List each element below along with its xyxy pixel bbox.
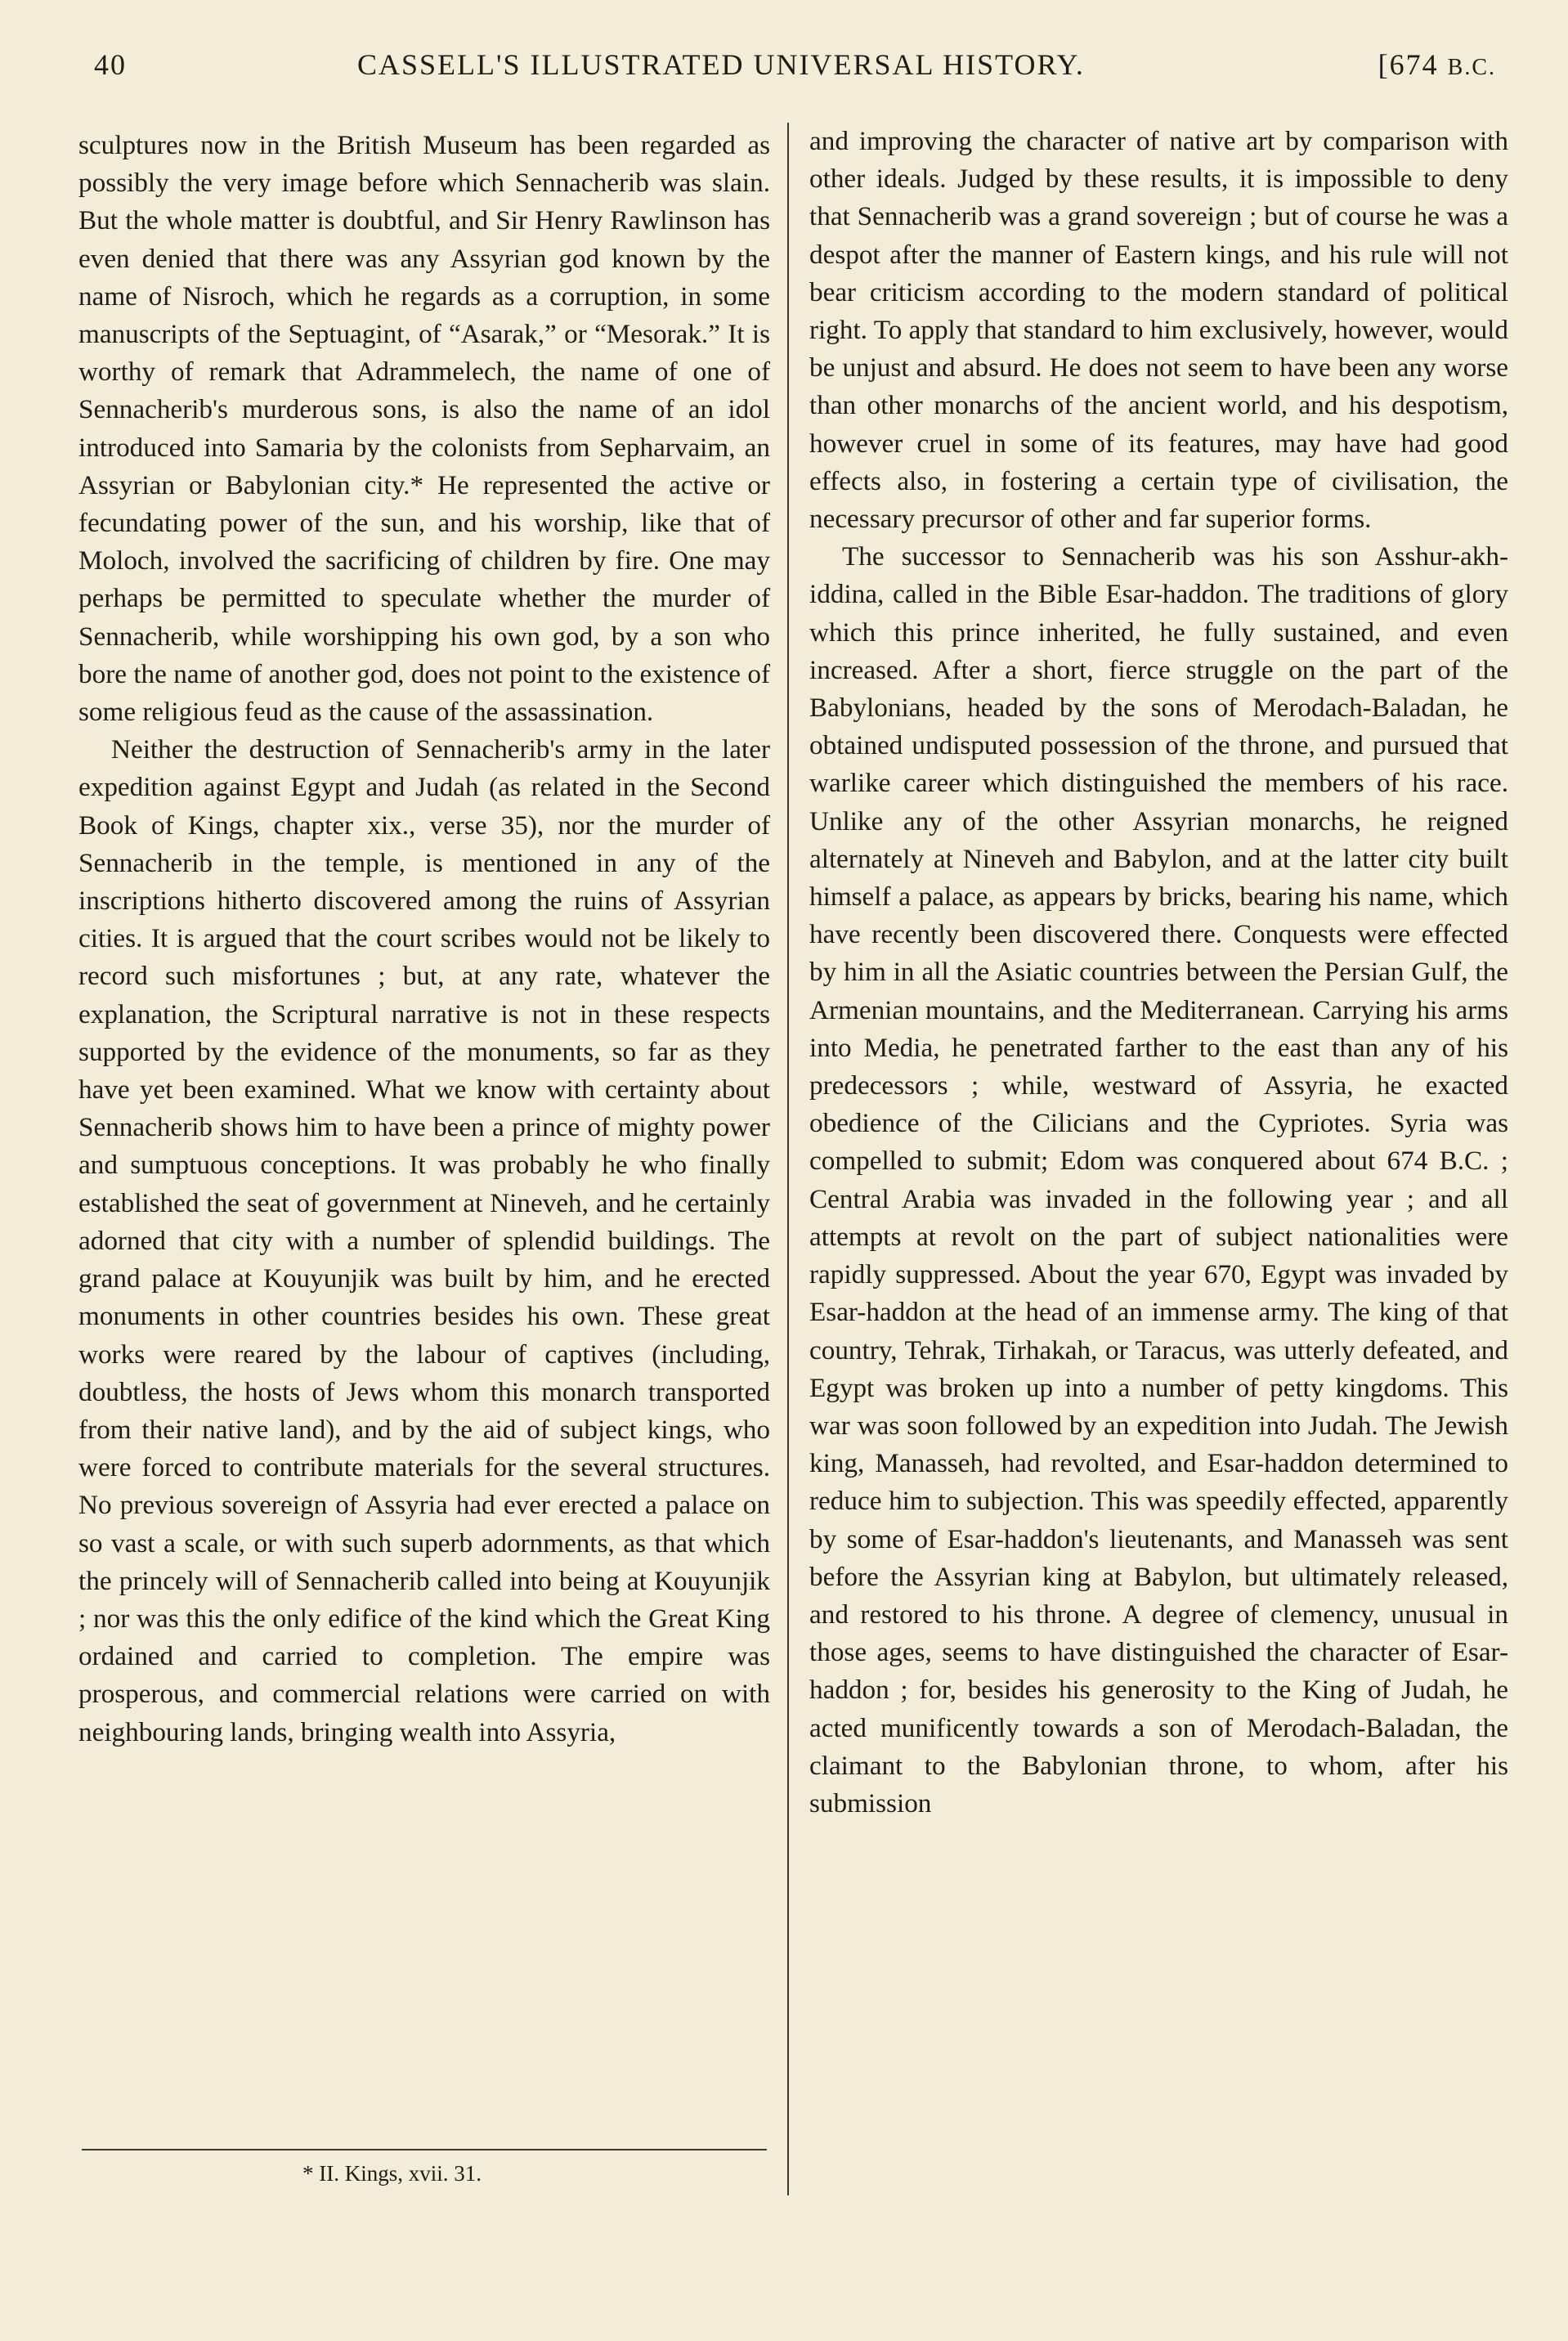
page-number: 40 [94,48,127,81]
footnote: * II. Kings, xvii. 31. [302,2161,482,2186]
left-column [78,127,770,1751]
paragraph: The successor to Sennacherib was his son Asshur-akh-iddina, called in the Bible Esar-haddon. The traditions of glory which this prince inherited, he fully sustained, and even increased. After a short, fierce struggle on the part of the Babylonians, headed by the sons of Merodach-Baladan, he obtained undisputed possession of the throne, and pursued that warlike career which distinguished the members of his race. Unlike any of the other Assyrian monarchs, he reigned alternately at Nineveh and Babylon, and at the latter city built himself a palace, as appears by bricks, bearing his name, which have recently been discovered there. Conquests were effected by him in all the Asiatic countries between the Persian Gulf, the Armenian mountains, and the Mediterranean. Carrying his arms into Media, he penetrated farther to the east than any of his predecessors ; while, westward of Assyria, he exacted obedience of the Cilicians and the Cypriotes. Syria was compelled to submit; Edom was conquered about 674 B.C. ; Central Arabia was invaded in the following year ; and all attempts at revolt on the part of subject nationalities were rapidly suppressed. About the year 670, Egypt was invaded by Esar-haddon at the head of an immense army. The king of that country, Tehrak, Tirhakah, or Taracus, was utterly defeated, and Egypt was broken up into a number of petty kingdoms. This war was soon followed by an expedition into Judah. The Jewish king, Manasseh, had revolted, and Esar-haddon determined to reduce him to subjection. This was speedily effected, apparently by some of Esar-haddon's lieutenants, and Manasseh was sent before the Assyrian king at Babylon, but ultimately released, and restored to his throne. A degree of clemency, unusual in those ages, seems to have distinguished the character of Esar-haddon ; for, besides his generosity to the King of Judah, he acted munificently towards a son of Merodach-Baladan, the claimant to the Babylonian throne, to whom, after his submission [809,541,1508,1819]
running-title: CASSELL'S ILLUSTRATED UNIVERSAL HISTORY. [357,48,1085,81]
footnote-rule [82,2149,767,2150]
date-prefix: [674 [1378,48,1448,81]
paragraph: sculptures now in the British Museum has been regarded as possibly the very image before which Sennacherib was slain. But the whole matter is doubtful, and Sir Henry Rawlinson has even denied that there was any Assyrian god known by the name of Nisroch, which he regards as a corruption, in some manuscripts of the Septuagint, of “Asarak,” or “Mesorak.” It is worthy of remark that Adrammelech, the name of one of Sennacherib's murderous sons, is also the name of an idol introduced into Samaria by the colonists from Sepharvaim, an Assyrian or Babylonian city.* He represented the active or fecundating power of the sun, and his worship, like that of Moloch, involved the sacrificing of children by fire. One may perhaps be permitted to speculate whether the murder of Sennacherib, while worshipping his own god, by a son who bore the name of another god, does not point to the existence of some religious feud as the cause of the assassination. [78,130,770,728]
paragraph: and improving the character of native art by comparison with other ideals. Judged by these results, it is impossible to deny that Sennacherib was a grand sovereign ; but of course he was a despot after the manner of Eastern kings, and his rule will not bear criticism according to the modern standard of political right. To apply that standard to him exclusively, however, would be unjust and absurd. He does not seem to have been any worse than other monarchs of the ancient world, and his despotism, however cruel in some of its features, may have had good effects also, in fostering a certain type of civilisation, the necessary precursor of other and far superior forms. [809,126,1508,535]
date-marker [1378,47,1496,82]
right-column [809,123,1508,1823]
date-era: B.C. [1447,55,1496,80]
running-header [94,47,1496,96]
column-divider [787,123,789,2195]
paragraph: Neither the destruction of Sennacherib's army in the later expedition against Egypt and Judah (as related in the Second Book of Kings, chapter xix., verse 35), nor the murder of Sennacherib in the temple, is mentioned in any of the inscriptions hitherto discovered among the ruins of Assyrian cities. It is argued that the court scribes would not be likely to record such misfortunes ; but, at any rate, whatever the explanation, the Scriptural narrative is not in these respects supported by the evidence of the monuments, so far as they have yet been examined. What we know with certainty about Sennacherib shows him to have been a prince of mighty power and sumptuous conceptions. It was probably he who finally established the seat of government at Nineveh, and he certainly adorned that city with a number of splendid buildings. The grand palace at Kouyunjik was built by him, and he erected monuments in other countries besides his own. These great works were reared by the labour of captives (including, doubtless, the hosts of Jews whom this monarch transported from their native land), and by the aid of subject kings, who were forced to contribute materials for the several structures. No previous sovereign of Assyria had ever erected a palace on so vast a scale, or with such superb adornments, as that which the princely will of Sennacherib called into being at Kouyunjik ; nor was this the only edifice of the kind which the Great King ordained and carried to completion. The empire was prosperous, and commercial relations were carried on with neighbouring lands, bringing wealth into Assyria, [78,734,770,1747]
